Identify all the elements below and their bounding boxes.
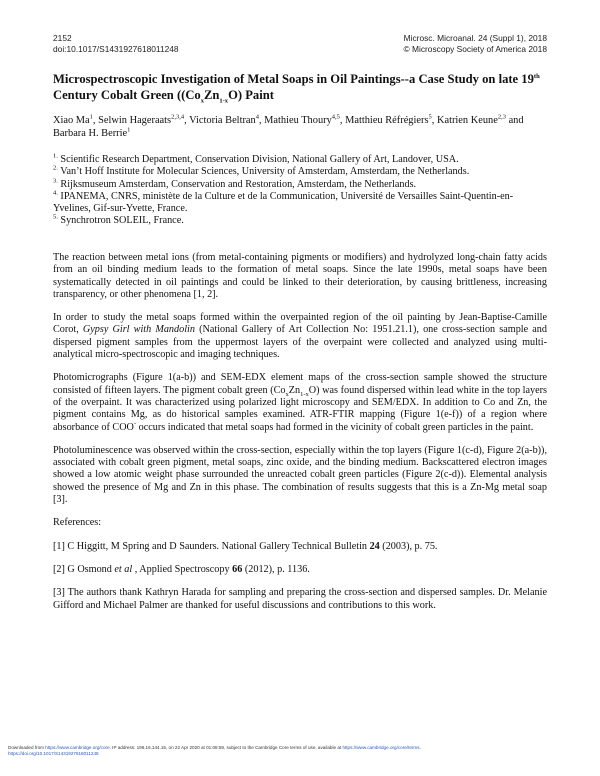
- reference-item: [3] The authors thank Kathryn Harada for sampling and preparing the cross-section and dispersed samples. Dr. Melanie Gifford and Michael Palmer are thanked for useful discussions and contributions to this work.: [53, 587, 547, 611]
- affiliation: $^{1.}$ Scientific Research Department, Conservation Division, National Gallery of Art, Landover, USA.: [53, 152, 459, 165]
- download-footer: Downloaded from https://www.cambridge.org/core. IP address: 196.16.144.15, on 22 Apr 2020 at 01:08:59, subject to the Cambridge Core terms of use, available at https://www.cambridge.org/core/terms. https://doi.org/10.1017/S1431927618011248: [8, 745, 421, 756]
- author-list: Xiao Ma$^1$, Selwin Hageraats$^{2,3,4}$, Victoria Beltran$^4$, Mathieu Thoury$^{4,5}$, Matthieu Réfrégiers$^5$, Katrien Keune$^{2,3}$ and Barbara H. Berrie$^1$: [53, 113, 524, 139]
- journal-citation: Microsc. Microanal. 24 (Suppl 1), 2018: [403, 33, 547, 43]
- reference-item: [1] C Higgitt, M Spring and D Saunders. National Gallery Technical Bulletin 24 (2003), p. 75.: [53, 540, 438, 552]
- affiliation: $^{5.}$ Synchrotron SOLEIL, France.: [53, 214, 184, 227]
- affiliation-list: [53, 154, 547, 228]
- core-link[interactable]: https://www.cambridge.org/core: [45, 745, 110, 750]
- doi: doi:10.1017/S1431927618011248: [53, 44, 179, 54]
- page-number: 2152: [53, 33, 72, 43]
- body-paragraph: In order to study the metal soaps formed within the overpainted region of the oil painting by Jean-Baptise-Camille Corot, Gypsy Girl with Mandolin (National Gallery of Art Collection No: 1951.21.1), one cross-section sample and dispersed pigment samples from the uppermost layers of the overpaint were collected and analyzed using multi-analytical micro-spectroscopic and imaging techniques.: [53, 312, 547, 361]
- body-paragraph: Photoluminescence was observed within the cross-section, especially within the top layers (Figure 1(c-d), Figure 2(a-b)), associated with cobalt green pigment, metal soaps, zinc oxide, and the binding medium. Backscattered electron images showed a low atomic weight phase surrounded the unreacted cobalt green particles (Figure 2(c-d)). Elemental analysis showed the presence of Mg and Zn in this phase. The combination of results suggests that this is a Zn-Mg metal soap [3].: [53, 444, 547, 506]
- body-paragraph: Photomicrographs (Figure 1(a-b)) and SEM-EDX element maps of the cross-section sample showed the structure consisted of fifteen layers. The pigment cobalt green $(Co_xZn_{1-x}O)$ was found dispersed within lead white in the top layers of the overpaint. It was characterized using polarized light microscopy and SEM/EDX. In addition to Co and Zn, the pigment contains Mg, as do historical samples examined. ATR-FTIR mapping (Figure 1(e-f)) of a region where absorbance of COO- occurs indicated that metal soaps had formed in the vicinity of cobalt green particles in the paint.: [53, 372, 548, 433]
- paper-title: Microspectroscopic Investigation of Metal Soaps in Oil Paintings--a Case Study on late 19th Century Cobalt Green ($(Co_xZn_{1-x}O)$ Paint: [53, 72, 540, 105]
- reference-item: [2] G Osmond et al , Applied Spectroscopy 66 (2012), p. 1136.: [53, 563, 310, 575]
- header-right: [404, 33, 548, 55]
- paper-body: [53, 252, 547, 623]
- body-paragraph: The reaction between metal ions (from metal-containing pigments or modifiers) and hydrolyzed long-chain fatty acids from an oil binding medium leads to the formation of metal soaps. Since the late 1990s, metal soaps have been systematically detected in oil paintings and could be linked to their deterioration, by causing brittleness, increasing transparency, or other phenomena [1, 2].: [53, 252, 547, 300]
- copyright-notice: © Microscopy Society of America 2018: [403, 44, 547, 54]
- references-heading: References:: [53, 517, 102, 529]
- affiliation: $^{3.}$ Rijksmuseum Amsterdam, Conservation and Restoration, Amsterdam, the Netherlands.: [53, 177, 417, 190]
- doi-link[interactable]: https://doi.org/10.1017/S1431927618011248: [8, 751, 99, 756]
- affiliation: $^{2.}$ Van’t Hoff Institute for Molecular Sciences, University of Amsterdam, Amsterdam, the Netherlands.: [53, 164, 470, 178]
- header-left: [53, 33, 179, 55]
- terms-link[interactable]: https://www.cambridge.org/core/terms: [342, 745, 420, 750]
- affiliation: $^{4.}$ IPANEMA, CNRS, ministète de la Culture et de la Communication, Université de Versailles Saint-Quentin-en-Yvelines, Gif-sur-Yvette, France.: [53, 189, 514, 215]
